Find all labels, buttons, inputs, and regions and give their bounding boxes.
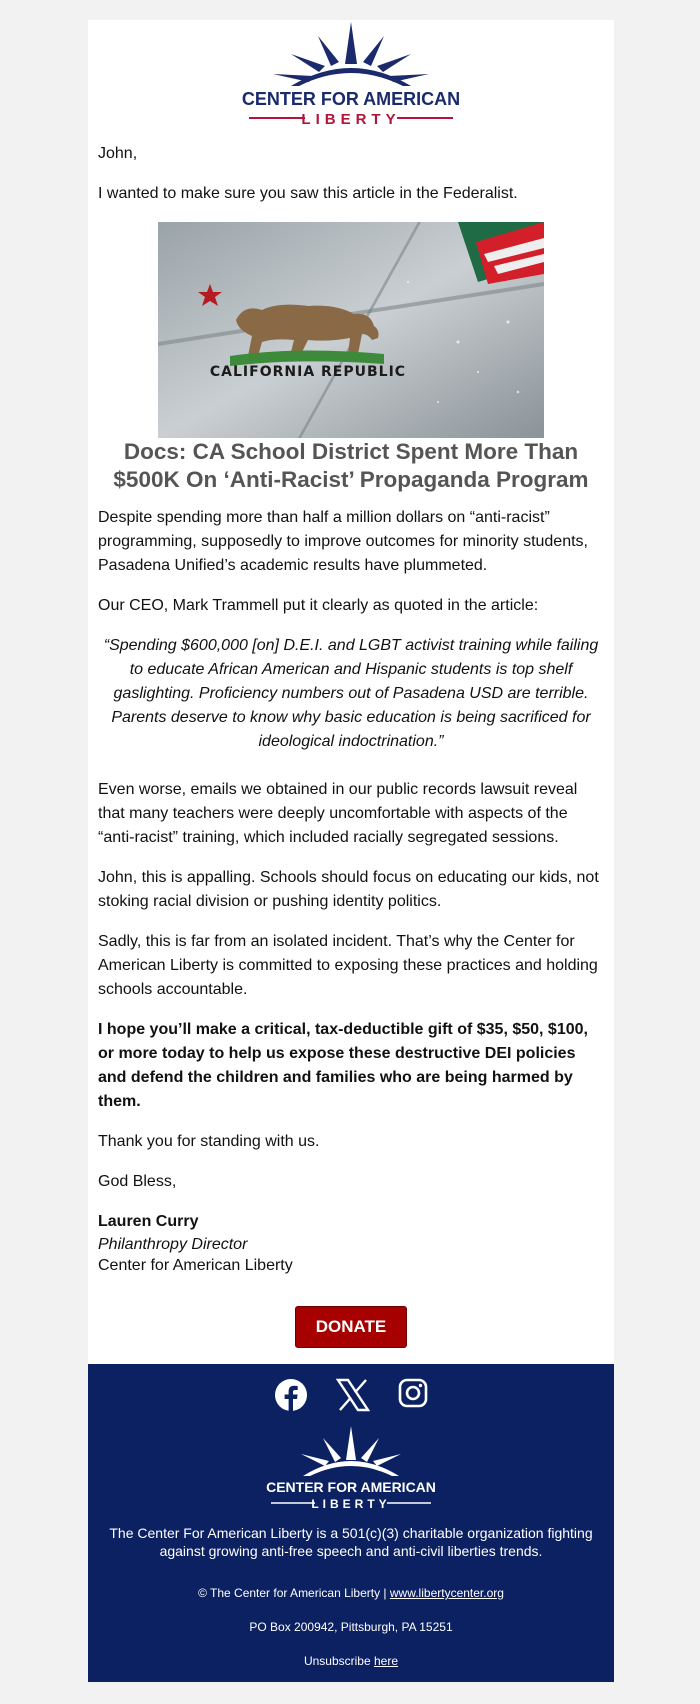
copyright-line <box>108 1586 594 1600</box>
article-headline[interactable]: Docs: CA School District Spent More Than $500K On ‘Anti-Racist’ Propaganda Program <box>113 439 589 492</box>
donate-button[interactable]: DONATE <box>295 1306 408 1348</box>
donation-ask: I hope you’ll make a critical, tax-deductible gift of $35, $50, $100, or more today to help us expose these destructive DEI policies and defend the children and families who are being harmed by them. <box>98 1021 588 1110</box>
logo-line2: LIBERTY <box>301 111 401 128</box>
donate-button-wrap <box>88 1306 614 1348</box>
unsubscribe-prefix: Unsubscribe <box>303 1654 371 1668</box>
unsubscribe-link[interactable]: here <box>374 1654 399 1668</box>
center-for-american-liberty-logo <box>221 20 481 132</box>
signature-organization: Center for American Liberty <box>98 1257 293 1274</box>
logo-line1: CENTER FOR AMERICAN <box>241 89 461 109</box>
hero-image-california-flag-stencil[interactable] <box>158 222 544 438</box>
thank-you-line: Thank you for standing with us. <box>98 1133 320 1150</box>
signature-title: Philanthropy Director <box>98 1236 248 1253</box>
facebook-icon[interactable] <box>274 1378 308 1412</box>
x-icon[interactable] <box>336 1378 370 1412</box>
hero-image-caption: CALIFORNIA REPUBLIC <box>209 364 407 380</box>
ceo-quote: “Spending $600,000 [on] D.E.I. and LGBT activist training while failing to educate African American and Hispanic students is top shelf gaslighting. Proficiency numbers out of Pasadena USD are terrible. Parents deserve to know why basic education is being sacrificed for ideological indoctrination.” <box>103 637 599 750</box>
paragraph-5: Sadly, this is far from an isolated incident. That’s why the Center for American Liberty is committed to exposing these practices and holding schools accountable. <box>98 933 598 998</box>
email-body <box>88 142 614 1276</box>
closing-line: God Bless, <box>98 1173 177 1190</box>
footer-logo-line1: CENTER FOR AMERICAN <box>266 1479 436 1495</box>
paragraph-4: John, this is appalling. Schools should focus on educating our kids, not stoking racial division or pushing identity politics. <box>98 869 599 910</box>
instagram-icon[interactable] <box>398 1378 428 1408</box>
unsubscribe-line <box>108 1654 594 1668</box>
organization-description: The Center For American Liberty is a 501(c)(3) charitable organization fighting against growing anti-free speech and anti-civil liberties trends. <box>109 1525 593 1559</box>
email-container <box>88 20 614 1682</box>
footer-logo-line2: LIBERTY <box>311 1497 391 1511</box>
copyright-text: © The Center for American Liberty | <box>198 1586 387 1600</box>
footer <box>88 1364 614 1682</box>
footer-logo <box>251 1426 451 1512</box>
email-card <box>88 20 614 1364</box>
greeting: John, <box>98 145 138 162</box>
website-link[interactable]: www.libertycenter.org <box>389 1586 504 1600</box>
signature-name: Lauren Curry <box>98 1213 199 1230</box>
intro-paragraph: I wanted to make sure you saw this article in the Federalist. <box>98 185 518 202</box>
paragraph-2: Our CEO, Mark Trammell put it clearly as quoted in the article: <box>98 597 539 614</box>
paragraph-1: Despite spending more than half a million dollars on “anti-racist” programming, supposedly to improve outcomes for minority students, Pasadena Unified’s academic results have plummeted. <box>98 509 588 574</box>
social-links <box>108 1378 594 1412</box>
paragraph-3: Even worse, emails we obtained in our public records lawsuit reveal that many teachers were deeply uncomfortable with aspects of the “anti-racist” training, which included racially segregated sessions. <box>98 781 578 846</box>
mailing-address: PO Box 200942, Pittsburgh, PA 15251 <box>249 1620 453 1634</box>
